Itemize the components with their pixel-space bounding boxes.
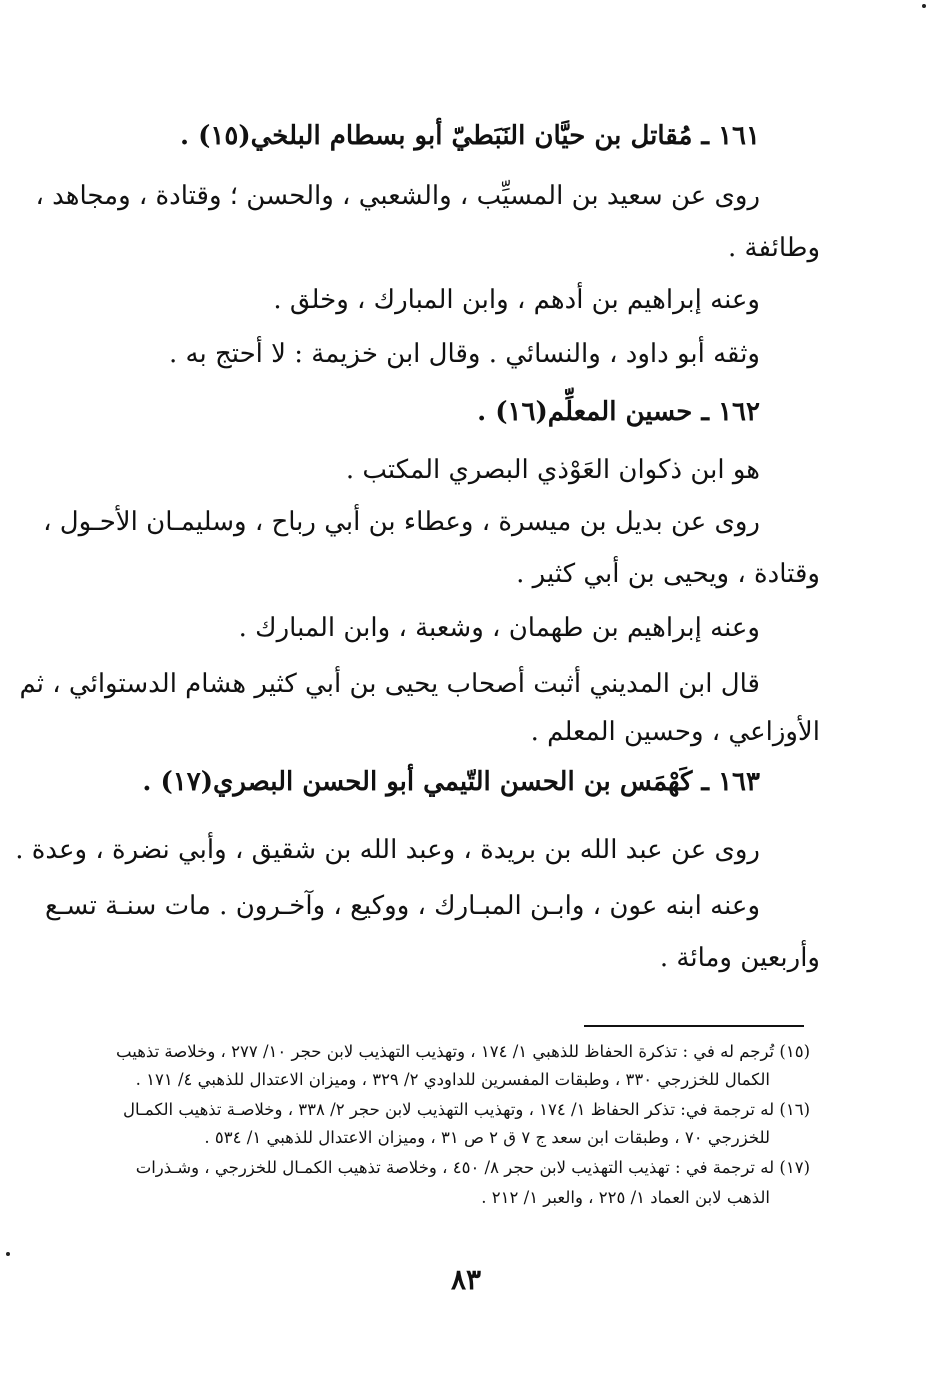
entry-162-heading: ١٦٢ ـ حسين المعلِّم(١٦) . <box>477 397 760 427</box>
footnote-divider <box>584 1025 804 1027</box>
entry-161-text-line: وعنه إبراهيم بن أدهم ، وابن المبارك ، وخلق . <box>273 285 760 315</box>
entry-162-text-line: الأوزاعي ، وحسين المعلم . <box>530 717 820 747</box>
entry-163-text-line: وعنه ابنه عون ، وابـن المبـارك ، ووكيع ، وآخـرون . مات سنـة تسـع <box>44 891 760 921</box>
footnote-17-line: (١٧) له ترجمة في : تهذيب التهذيب لابن حجر ٨/ ٤٥٠ ، وخلاصة تذهيب الكمـال للخزرجي ، وشـذرات <box>135 1158 810 1177</box>
footnote-16-line: (١٦) له ترجمة في: تذكر الحفاظ ١/ ١٧٤ ، وتهذيب التهذيب لابن حجر ٢/ ٣٣٨ ، وخلاصـة تذهيب الكمـال <box>123 1100 810 1119</box>
scan-speck <box>922 4 926 8</box>
footnote-15-line: (١٥) تُرجم له في : تذكرة الحفاظ للذهبي ١/ ١٧٤ ، وتهذيب التهذيب لابن حجر ١٠/ ٢٧٧ ، وخلاصة تذهيب <box>116 1042 810 1061</box>
entry-161-text-line: روى عن سعيد بن المسيِّب ، والشعبي ، والحسن ؛ وقتادة ، ومجاهد ، <box>35 181 760 211</box>
entry-162-text-line: وعنه إبراهيم بن طهمان ، وشعبة ، وابن المبارك . <box>238 613 760 643</box>
entry-163-text-line: روى عن عبد الله بن بريدة ، وعبد الله بن شقيق ، وأبي نضرة ، وعدة . <box>15 835 760 865</box>
entry-161-text-line: وطائفة . <box>727 233 820 263</box>
entry-161-heading: ١٦١ ـ مُقاتل بن حيَّان النَبَطيّ أبو بسطام البلخي(١٥) . <box>179 121 760 151</box>
footnote-15-line: الكمال للخزرجي ٣٣٠ ، وطبقات المفسرين للداودي ٢/ ٣٢٩ ، وميزان الاعتدال للذهبي ٤/ ١٧١ . <box>135 1070 770 1089</box>
page-number: ٨٣ <box>450 1263 482 1296</box>
entry-161-text-line: وثقه أبو داود ، والنسائي . وقال ابن خزيمة : لا أحتج به . <box>168 339 760 369</box>
entry-162-text-line: وقتادة ، ويحيى بن أبي كثير . <box>516 559 820 589</box>
footnote-17-line: الذهب لابن العماد ١/ ٢٢٥ ، والعبر ١/ ٢١٢ . <box>481 1188 770 1207</box>
footnote-16-line: للخزرجي ٧٠ ، وطبقات ابن سعد ج ٧ ق ٢ ص ٣١ ، وميزان الاعتدال للذهبي ١/ ٥٣٤ . <box>204 1128 770 1147</box>
entry-163-heading: ١٦٣ ـ كَهْمَس بن الحسن التّيمي أبو الحسن البصري(١٧) . <box>142 767 760 797</box>
entry-162-text-line: روى عن بديل بن ميسرة ، وعطاء بن أبي رباح ، وسليمـان الأحـول ، <box>43 507 760 537</box>
entry-162-text-line: هو ابن ذكوان العَوْذي البصري المكتب . <box>345 455 760 485</box>
entry-163-text-line: وأربعين ومائة . <box>659 943 820 973</box>
scan-speck <box>6 1252 10 1256</box>
entry-162-text-line: قال ابن المديني أثبت أصحاب يحيى بن أبي كثير هشام الدستوائي ، ثم <box>19 669 760 699</box>
